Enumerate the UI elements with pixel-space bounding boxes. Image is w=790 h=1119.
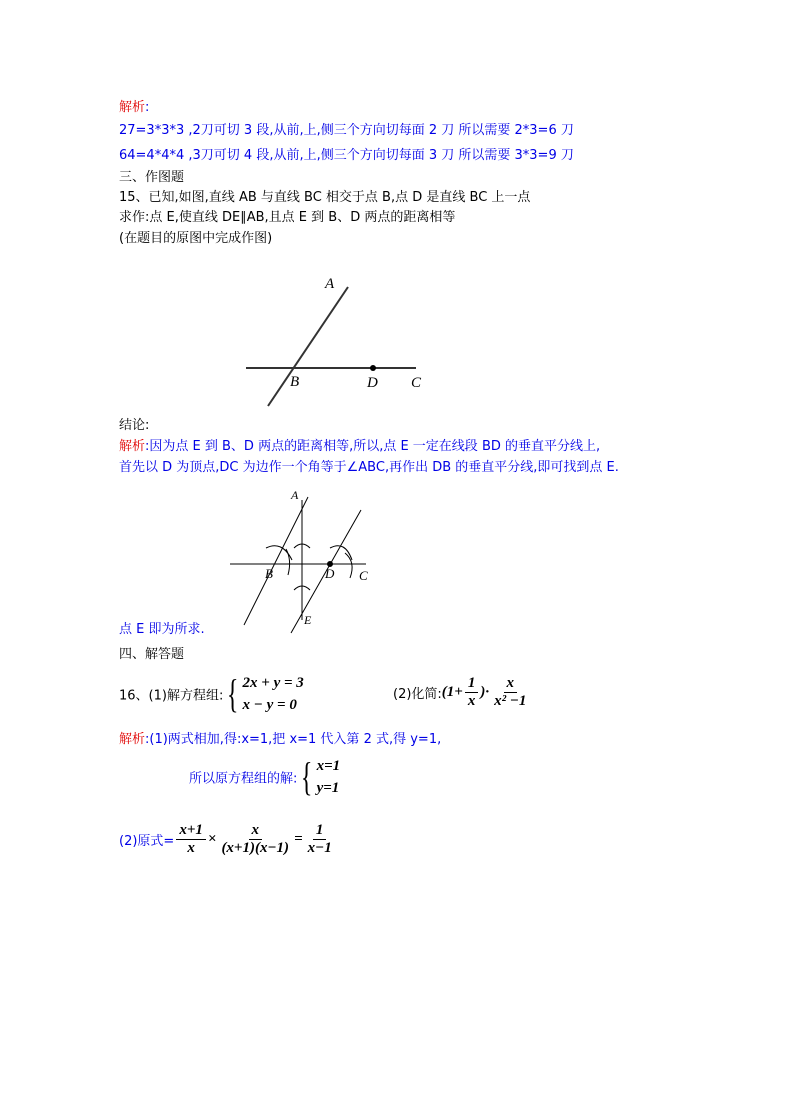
solution-x: x=1 <box>316 758 341 774</box>
solution-label: 所以原方程组的解: <box>189 771 298 787</box>
answer-text: :(1)两式相加,得:x=1,把 x=1 代入第 2 式,得 y=1, <box>145 732 442 747</box>
answer-16-part2 <box>119 822 337 857</box>
answer-15-line-3: 点 E 即为所求. <box>119 622 205 637</box>
solution-line-2: 64=4*4*4 ,3刀可切 4 段,从前,上,侧三个方向切每面 3 刀 所以需要 3*3=9 刀 <box>119 148 574 163</box>
denominator: x−1 <box>307 840 332 856</box>
q16-label: 16、(1)解方程组: <box>119 688 224 704</box>
label-e: E <box>304 613 312 627</box>
answer-15-line-2: 首先以 D 为顶点,DC 为边作一个角等于∠ABC,再作出 DB 的垂直平分线,即可找到点 E. <box>119 460 619 475</box>
q15-line-2: 求作:点 E,使直线 DE∥AB,且点 E 到 B、D 两点的距离相等 <box>119 210 456 225</box>
figure-1 <box>246 276 422 406</box>
figure-2 <box>230 488 368 633</box>
line-ab <box>244 497 308 625</box>
label-a: A <box>325 276 335 292</box>
label-d: D <box>367 375 378 391</box>
label-a: A <box>291 488 299 502</box>
numerator: 1 <box>465 675 479 693</box>
equation-system: { 2x + y = 3 x − y = 0 <box>227 671 304 716</box>
times-sign: × <box>207 831 217 847</box>
equals-sign: = <box>294 831 303 847</box>
line-ab <box>268 287 348 406</box>
equation-2: x − y = 0 <box>242 697 297 713</box>
label-d: D <box>325 566 335 581</box>
conclusion-label: 结论: <box>119 418 150 433</box>
answer-text: :因为点 E 到 B、D 两点的距离相等,所以,点 E 一定在线段 BD 的垂直平分线上, <box>145 439 601 454</box>
q15-line-3: (在题目的原图中完成作图) <box>119 231 273 246</box>
q16-part2-label: (2)化简: <box>393 687 442 702</box>
expr-open: (1+ <box>441 684 463 700</box>
q15-line-1: 15、已知,如图,直线 AB 与直线 BC 相交于点 B,点 D 是直线 BC 上一点 <box>119 190 531 205</box>
label-b: B <box>265 566 273 581</box>
label-c: C <box>359 568 368 583</box>
denominator: x <box>467 693 476 709</box>
q16-part2 <box>393 675 531 710</box>
answer-16-solution <box>189 755 340 799</box>
section-heading-4: 四、解答题 <box>119 647 185 662</box>
analysis-label: 解析 <box>119 732 146 747</box>
part2-label: (2)原式= <box>119 834 175 849</box>
analysis-label: 解析 <box>119 439 146 454</box>
solution-line-1: 27=3*3*3 ,2刀可切 3 段,从前,上,侧三个方向切每面 2 刀 所以需要 2*3=6 刀 <box>119 123 574 138</box>
denominator: x² −1 <box>494 693 527 709</box>
numerator: x <box>249 822 263 840</box>
answer-15-line-1 <box>119 439 600 455</box>
denominator: x <box>187 840 195 856</box>
q16-part1 <box>119 672 304 716</box>
analysis-label: 解析 <box>119 100 146 115</box>
denominator: (x+1)(x−1) <box>221 840 290 856</box>
equation-1: 2x + y = 3 <box>242 675 304 691</box>
numerator: 1 <box>313 822 327 840</box>
label-c: C <box>411 375 422 391</box>
arc <box>286 549 290 575</box>
solution-system: { x=1 y=1 <box>301 754 341 799</box>
point-d <box>370 365 376 371</box>
colon: : <box>145 100 150 115</box>
solution-y: y=1 <box>316 780 340 796</box>
expr-close: )· <box>480 684 490 700</box>
numerator: x+1 <box>176 822 206 840</box>
numerator: x <box>504 675 518 693</box>
section-heading-3: 三、作图题 <box>119 170 185 185</box>
answer-16-line-1 <box>119 732 441 748</box>
label-b: B <box>290 374 300 390</box>
